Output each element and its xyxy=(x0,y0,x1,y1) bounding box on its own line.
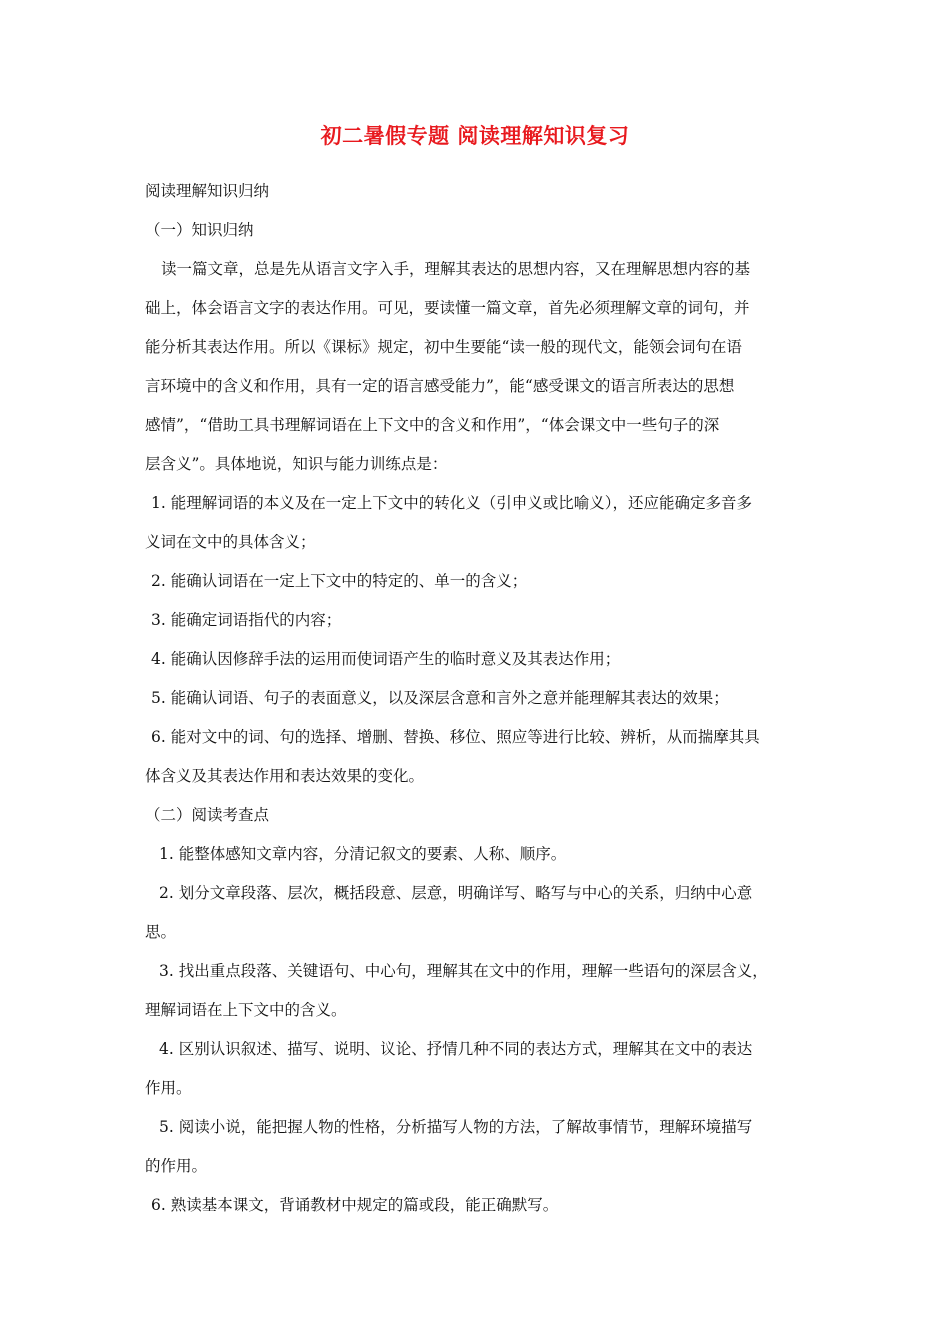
intro-paragraph xyxy=(145,250,812,484)
list-item-line: 6. 能对文中的词、句的选择、增删、替换、移位、照应等进行比较、辨析，从而揣摩其具 xyxy=(151,728,760,746)
document-title: 初二暑假专题 阅读理解知识复习 xyxy=(320,123,630,148)
paragraph-line: 能分析其表达作用。所以《课标》规定，初中生要能“读一般的现代文，能领会词句在语 xyxy=(145,338,742,356)
list-item-line: 1. 能整体感知文章内容，分清记叙文的要素、人称、顺序。 xyxy=(159,845,567,863)
section1-heading: （一）知识归纳 xyxy=(145,221,254,239)
paragraph-line: 础上，体会语言文字的表达作用。可见，要读懂一篇文章，首先必须理解文章的词句，并 xyxy=(145,299,750,317)
list-item-line: 体含义及其表达作用和表达效果的变化。 xyxy=(145,767,425,785)
list-item-line: 5. 能确认词语、句子的表面意义，以及深层含意和言外之意并能理解其表达的效果； xyxy=(151,689,729,707)
list-item-line: 思。 xyxy=(145,923,177,941)
section1-list xyxy=(145,484,812,796)
list-item-line: 理解词语在上下文中的含义。 xyxy=(145,1001,347,1019)
paragraph-line: 言环境中的含义和作用，具有一定的语言感受能力”，能“感受课文的语言所表达的思想 xyxy=(145,377,735,395)
list-item-line: 2. 能确认词语在一定上下文中的特定的、单一的含义； xyxy=(151,572,528,590)
section-heading: 阅读理解知识归纳 xyxy=(145,182,270,200)
list-item-line: 4. 能确认因修辞手法的运用而使词语产生的临时意义及其表达作用； xyxy=(151,650,621,668)
paragraph-line: 层含义”。具体地说，知识与能力训练点是： xyxy=(145,455,448,473)
list-item-line: 的作用。 xyxy=(145,1157,208,1175)
list-item-line: 3. 能确定词语指代的内容； xyxy=(151,611,342,629)
list-item-line: 2. 划分文章段落、层次，概括段意、层意，明确详写、略写与中心的关系，归纳中心意 xyxy=(159,884,753,902)
list-item-line: 6. 熟读基本课文，背诵教材中规定的篇或段，能正确默写。 xyxy=(151,1196,559,1214)
document-body xyxy=(145,172,812,1225)
paragraph-line: 读一篇文章，总是先从语言文字入手，理解其表达的思想内容，又在理解思想内容的基 xyxy=(161,260,751,278)
section2-list xyxy=(145,835,812,1225)
list-item-line: 3. 找出重点段落、关键语句、中心句，理解其在文中的作用，理解一些语句的深层含义， xyxy=(159,962,768,980)
list-item-line: 5. 阅读小说，能把握人物的性格，分析描写人物的方法，了解故事情节，理解环境描写 xyxy=(159,1118,753,1136)
list-item-line: 义词在文中的具体含义； xyxy=(145,533,316,551)
list-item-line: 作用。 xyxy=(145,1079,192,1097)
paragraph-line: 感情”，“借助工具书理解词语在上下文中的含义和作用”，“体会课文中一些句子的深 xyxy=(145,416,720,434)
list-item-line: 1. 能理解词语的本义及在一定上下文中的转化义（引申义或比喻义），还应能确定多音多 xyxy=(151,494,752,512)
list-item-line: 4. 区别认识叙述、描写、说明、议论、抒情几种不同的表达方式，理解其在文中的表达 xyxy=(159,1040,753,1058)
section2-heading: （二）阅读考查点 xyxy=(145,806,270,824)
